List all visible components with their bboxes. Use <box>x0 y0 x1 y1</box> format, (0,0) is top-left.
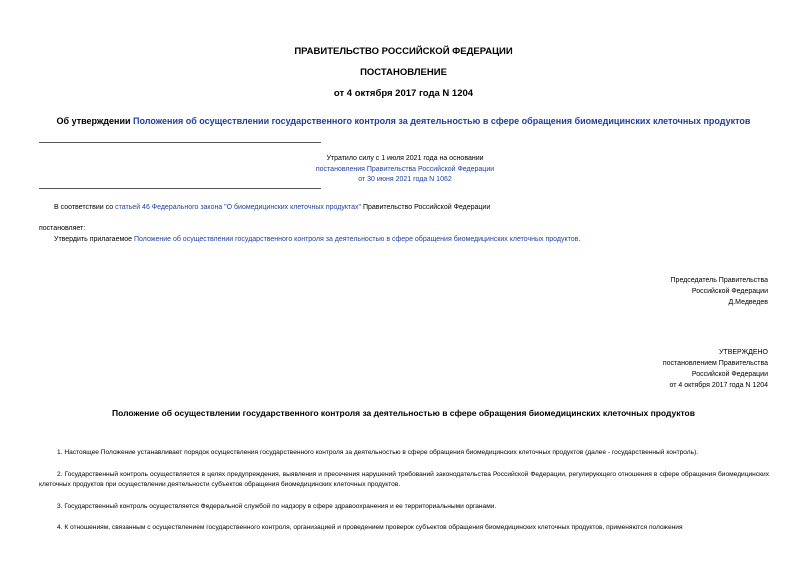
approve-sentence <box>54 235 580 244</box>
government-heading: ПРАВИТЕЛЬСТВО РОССИЙСКОЙ ФЕДЕРАЦИИ <box>294 46 513 57</box>
approval-stamp <box>663 347 768 391</box>
preamble-post: Правительство Российской Федерации <box>361 204 491 211</box>
repeal-decree-link[interactable]: постановления Правительства Российской Федерации <box>315 165 495 173</box>
paragraph-4: 4. К отношениям, связанным с осуществлением государственного контроля, организацией и проведением проверок субъектов обращения биомедицинских клеточных продуктов, применяются положения <box>57 524 683 531</box>
paragraph-3: 3. Государственный контроль осуществляется Федеральной службой по надзору в сфере здравоохранения и ее территориальными органами. <box>57 503 497 510</box>
divider-top <box>39 142 321 143</box>
law-article-link[interactable]: статьей 46 Федерального закона "О биомедицинских клеточных продуктах" <box>115 204 362 211</box>
signature-country: Российской Федерации <box>691 288 768 295</box>
decides-text: постановляет: <box>39 225 86 232</box>
signature-block <box>671 275 768 308</box>
repeal-note-text: Утратило силу с 1 июля 2021 года на основании <box>326 155 484 162</box>
approve-pre: Утвердить прилагаемое <box>54 236 135 243</box>
regulation-link[interactable]: Положение об осуществлении государственного контроля за деятельностью в сфере обращения биомедицинских клеточных продуктов <box>134 236 579 243</box>
approval-date: от 4 октября 2017 года N 1204 <box>669 382 768 389</box>
paragraph-2: 2. Государственный контроль осуществляется в целях предупреждения, выявления и пресечения нарушений требований законодательства Российской Федерации, регулирующего отношения в сфере обращения биомедицинских клеточных продуктов при осуществлении деятельности субъектов обращения биомедицинских клеточных продуктов. <box>39 471 769 488</box>
document-subject <box>0 116 807 126</box>
document-type: ПОСТАНОВЛЕНИЕ <box>360 67 447 78</box>
preamble-pre: В соответствии со <box>54 204 116 211</box>
signature-position: Председатель Правительства <box>670 277 768 284</box>
approve-post: . <box>578 236 581 243</box>
preamble <box>54 203 490 212</box>
document-date: от 4 октября 2017 года N 1204 <box>333 88 474 99</box>
approval-by: постановлением Правительства <box>662 360 768 367</box>
divider-bottom <box>39 188 321 189</box>
regulation-title: Положение об осуществлении государственного контроля за деятельностью в сфере обращения биомедицинских клеточных продуктов <box>112 408 695 418</box>
repeal-decree-date-link[interactable]: от 30 июня 2021 года N 1062 <box>358 176 452 183</box>
signature-name: Д.Медведев <box>728 299 768 306</box>
subject-prefix: Об утверждении <box>56 116 134 126</box>
subject-link[interactable]: Положения об осуществлении государственного контроля за деятельностью в сфере обращения биомедицинских клеточных продуктов <box>133 116 751 126</box>
approval-label: УТВЕРЖДЕНО <box>718 349 768 356</box>
approval-country: Российской Федерации <box>691 371 768 378</box>
paragraph-1: 1. Настоящее Положение устанавливает порядок осуществления государственного контроля за деятельностью в сфере обращения биомедицинских клеточных продуктов (далее - государственный контроль). <box>57 449 699 456</box>
repeal-note <box>230 154 580 186</box>
